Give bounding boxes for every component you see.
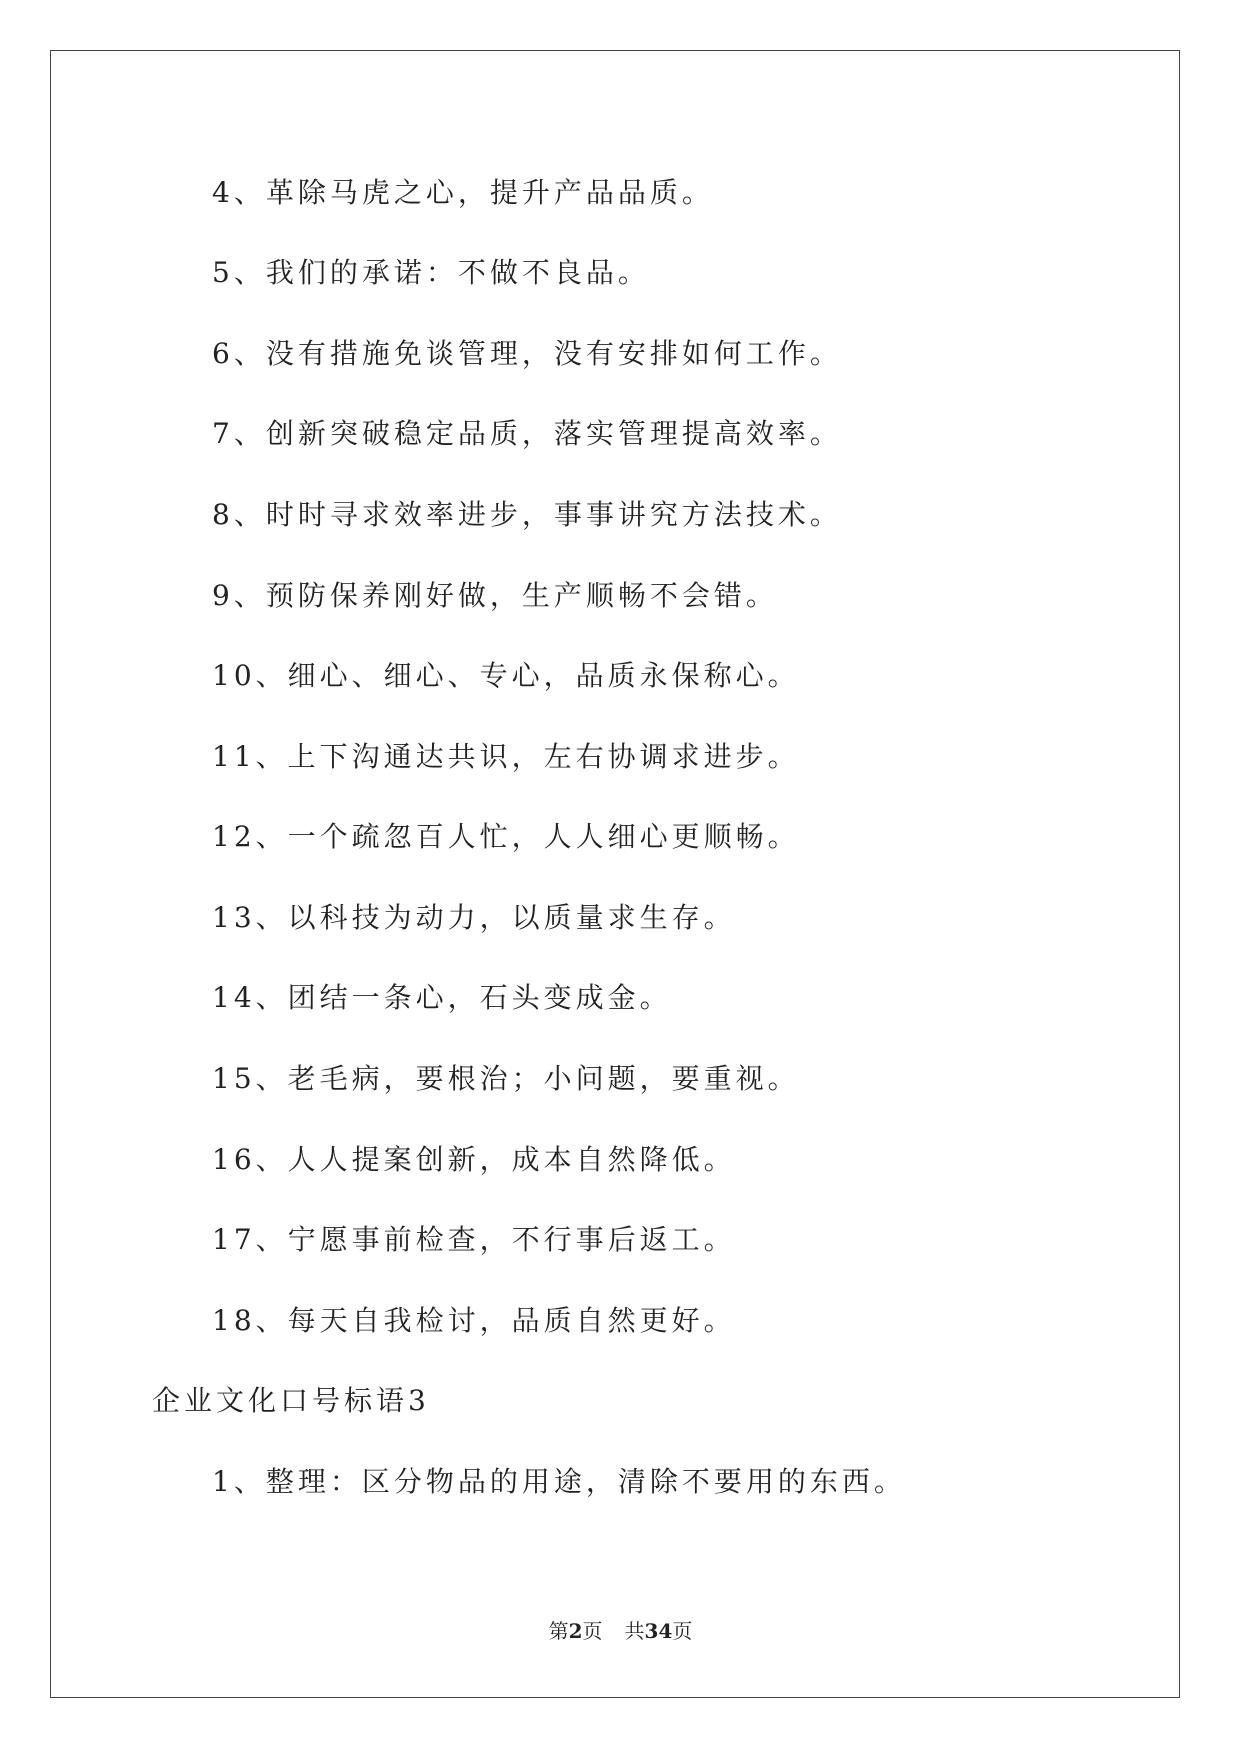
slogan-item: 13、以科技为动力，以质量求生存。 <box>212 901 736 934</box>
slogan-item: 7、创新突破稳定品质，落实管理提高效率。 <box>212 417 842 450</box>
page-current: 2 <box>568 1619 583 1643</box>
page-prefix: 第 <box>548 1619 569 1643</box>
section-heading: 企业文化口号标语3 <box>152 1384 430 1417</box>
slogan-item: 5、我们的承诺：不做不良品。 <box>212 256 650 289</box>
slogan-item: 11、上下沟通达共识，左右协调求进步。 <box>212 740 800 773</box>
slogan-item: 14、团结一条心，石头变成金。 <box>212 981 672 1014</box>
page-suffix: 页 <box>582 1619 603 1643</box>
slogan-item: 15、老毛病，要根治；小问题，要重视。 <box>212 1062 800 1095</box>
slogan-item: 18、每天自我检讨，品质自然更好。 <box>212 1304 736 1337</box>
page-total: 34 <box>644 1619 673 1643</box>
total-suffix: 页 <box>672 1619 693 1643</box>
slogan-item: 9、预防保养刚好做，生产顺畅不会错。 <box>212 579 778 612</box>
page-footer <box>0 1615 1241 1644</box>
slogan-item: 10、细心、细心、专心，品质永保称心。 <box>212 659 800 692</box>
slogan-item: 1、整理：区分物品的用途，清除不要用的东西。 <box>212 1465 906 1498</box>
slogan-item: 12、一个疏忽百人忙，人人细心更顺畅。 <box>212 820 800 853</box>
slogan-item: 4、革除马虎之心，提升产品品质。 <box>212 176 714 209</box>
slogan-item: 17、宁愿事前检查，不行事后返工。 <box>212 1223 736 1256</box>
slogan-item: 16、人人提案创新，成本自然降低。 <box>212 1143 736 1176</box>
slogan-item: 8、时时寻求效率进步，事事讲究方法技术。 <box>212 498 842 531</box>
page-frame <box>50 50 1180 1698</box>
total-prefix: 共 <box>624 1619 645 1643</box>
slogan-item: 6、没有措施免谈管理，没有安排如何工作。 <box>212 337 842 370</box>
